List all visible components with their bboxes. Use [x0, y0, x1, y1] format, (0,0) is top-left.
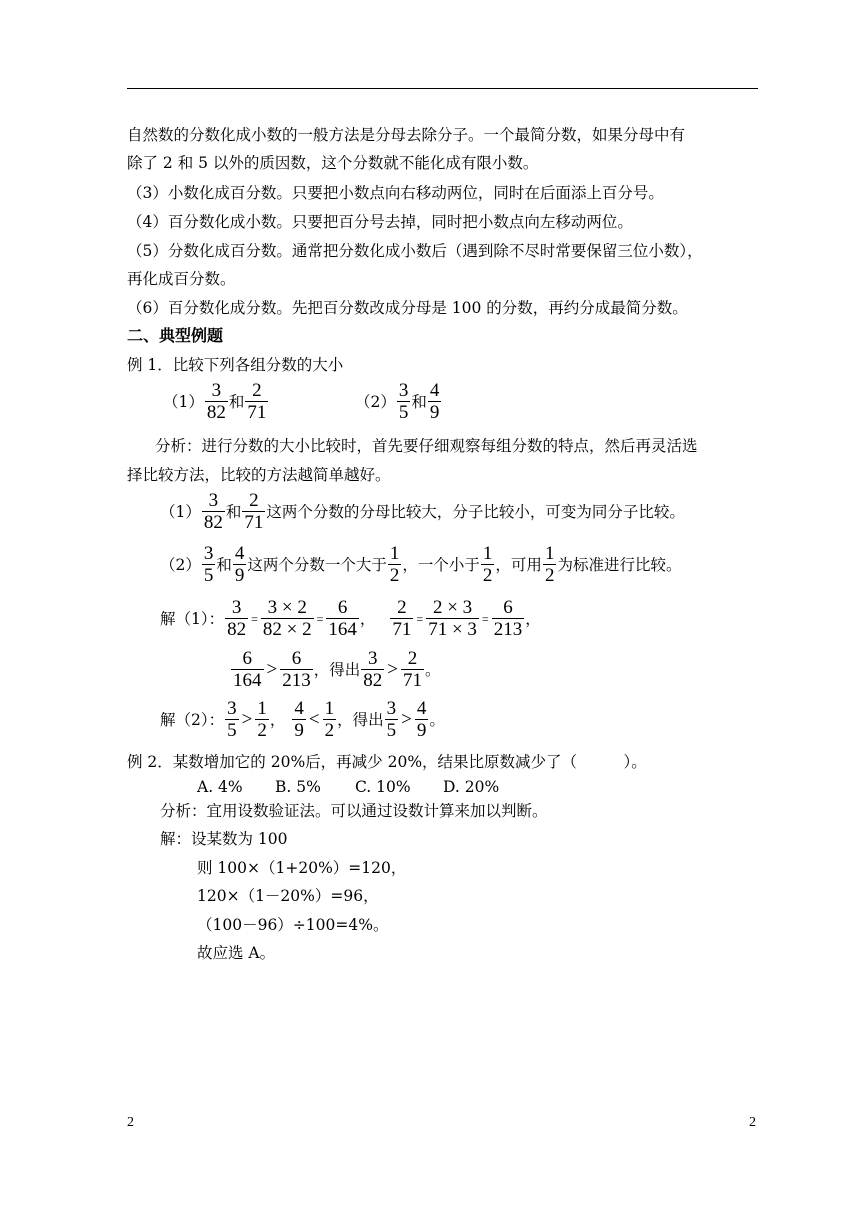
fraction-4-9: 4 9 [294, 698, 304, 741]
problem-1-label: （1） [163, 393, 204, 411]
fraction-1-2: 1 2 [482, 543, 493, 586]
fraction-6-213: $\frac{6}{213}$ [493, 597, 523, 640]
intro-line-4: （4）百分数化成小数。只要把百分号去掉，同时把小数点向左移动两位。 [127, 213, 633, 231]
section-title: 二、典型例题 [127, 326, 224, 345]
example-2-step-1: 则 100×（1+20%）=120， [197, 859, 407, 877]
intro-line-1: 自然数的分数化成小数的一般方法是分母去除分子。一个最简分数，如果分母中有 [127, 126, 686, 144]
option-b: B. 5% [275, 778, 321, 796]
solution-1-line-2 [230, 649, 440, 691]
conclusion-text: ，得出 [313, 661, 361, 679]
analysis-line-2: 择比较方法，比较的方法越简单越好。 [127, 466, 391, 484]
fraction-3-5: 3 5 [386, 698, 397, 741]
fraction-2-71: $\frac{2}{71}$ [392, 597, 412, 640]
example-2-step-2: 120×（1－20%）=96， [197, 887, 379, 905]
fraction-6-164: 6 164 [233, 648, 262, 691]
fraction-1-2: 1 2 [324, 698, 335, 741]
greater-than-sign: > [401, 709, 412, 730]
fraction-3-82: 3 82 [363, 648, 383, 691]
example-2-step-3: （100－96）÷100=4%。 [197, 916, 389, 934]
solution-1-label: 解（1）： [160, 610, 225, 628]
example-1-problem-2 [355, 381, 442, 423]
header-rule [127, 88, 758, 89]
page-number-right: 2 [749, 1115, 756, 1130]
conj-he: 和 [216, 556, 232, 574]
page-number-left: 2 [127, 1115, 134, 1130]
fraction-2-71: 2 71 [247, 380, 267, 423]
greater-than-sign: > [241, 709, 253, 730]
example-2-solution: 解：设某数为 100 [160, 830, 288, 848]
conj-he: 和 [225, 503, 242, 521]
fraction-3x2-82x2: $\frac{3 \times 2}{82 \times 2}$ [262, 597, 312, 640]
example-2-title: 例 2．某数增加它的 20%后，再减少 20%，结果比原数减少了（ ）。 [127, 753, 647, 771]
period: 。 [429, 711, 445, 729]
case-1-label: （1） [160, 503, 201, 521]
case-2-text-3: ，可用 [495, 556, 542, 574]
analysis-case-2 [160, 544, 681, 586]
fraction-3-82: $\frac{3}{82}$ [227, 597, 247, 640]
fraction-2x3-71x3: $\frac{2 \times 3}{71 \times 3}$ [428, 597, 477, 640]
option-a: A. 4% [197, 778, 243, 796]
problem-2-label: （2） [355, 393, 396, 411]
period: 。 [424, 661, 441, 679]
conj-he: 和 [228, 393, 245, 411]
option-c: C. 10% [355, 778, 411, 796]
greater-than-sign: > [266, 659, 278, 680]
intro-line-5: （5）分数化成百分数。通常把分数化成小数后（遇到除不尽时常要保留三位小数）， [127, 242, 703, 260]
example-2-step-4: 故应选 A。 [197, 944, 276, 962]
fraction-3-5: 3 5 [398, 380, 409, 423]
comma: ， [359, 610, 376, 628]
case-1-text: 这两个分数的分母比较大，分子比较小，可变为同分子比较。 [266, 503, 685, 521]
example-1-problem-1 [163, 381, 269, 423]
equals-sign: = [251, 612, 258, 626]
case-2-label: （2） [160, 556, 201, 574]
solution-1-line-1 [160, 598, 541, 640]
fraction-2-71: 2 71 [244, 490, 264, 533]
equals-sign: = [316, 612, 324, 626]
intro-line-6: 再化成百分数。 [127, 270, 236, 288]
analysis-line-1: 分析：进行分数的大小比较时，首先要仔细观察每组分数的特点，然后再灵活选 [155, 437, 698, 455]
intro-line-7: （6）百分数化成分数。先把百分数改成分母是 100 的分数，再约分成最简分数。 [127, 299, 688, 317]
fraction-2-71: 2 71 [402, 648, 422, 691]
fraction-3-82: 3 82 [206, 380, 226, 423]
conj-he: 和 [411, 393, 427, 411]
fraction-4-9: 4 9 [416, 698, 427, 741]
fraction-3-5: 3 5 [227, 698, 237, 741]
example-1-title: 例 1．比较下列各组分数的大小 [127, 356, 344, 374]
fraction-1-2: 1 2 [389, 543, 400, 586]
less-than-sign: < [308, 709, 320, 730]
comma: ， [269, 711, 286, 729]
fraction-3-82: 3 82 [203, 490, 223, 533]
case-2-text-4: 为标准进行比较。 [557, 556, 682, 574]
fraction-4-9: 4 9 [234, 543, 245, 586]
conclusion-text: ，得出 [337, 711, 384, 729]
intro-line-3: （3）小数化成百分数。只要把小数点向右移动两位，同时在后面添上百分号。 [127, 184, 664, 202]
case-2-text-1: 这两个分数一个大于 [247, 556, 387, 574]
comma: ， [525, 610, 541, 628]
option-d: D. 20% [443, 778, 500, 796]
fraction-1-2: 1 2 [544, 543, 555, 586]
fraction-1-2: 1 2 [257, 698, 267, 741]
equals-sign: = [416, 612, 424, 626]
case-2-text-2: ，一个小于 [402, 556, 480, 574]
greater-than-sign: > [387, 659, 398, 680]
example-2-analysis: 分析：宜用设数验证法。可以通过设数计算来加以判断。 [160, 802, 548, 820]
fraction-3-5: 3 5 [203, 543, 214, 586]
fraction-6-164: $\frac{6}{164}$ [328, 597, 357, 640]
solution-2-label: 解（2）： [160, 711, 225, 729]
intro-line-2: 除了 2 和 5 以外的质因数，这个分数就不能化成有限小数。 [127, 154, 539, 172]
equals-sign: = [481, 612, 489, 626]
solution-2-line [160, 699, 445, 741]
fraction-4-9: 4 9 [429, 380, 440, 423]
analysis-case-1 [160, 491, 685, 533]
fraction-6-213: 6 213 [282, 648, 311, 691]
